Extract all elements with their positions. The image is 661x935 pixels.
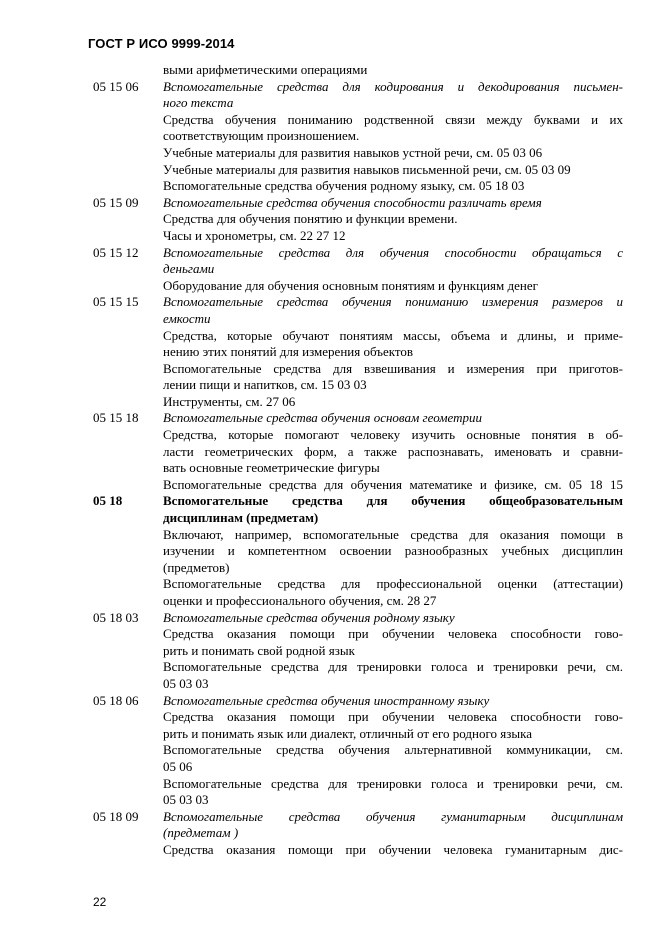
entry-text-line: Вспомогательные средства для кодирования и декодирования письмен- (163, 78, 623, 94)
entry-text-line: Вспомогательные средства для взвешивания и измерения при приготов- (163, 360, 623, 376)
classification-entry (93, 693, 623, 809)
entry-text-line: (предметам ) (163, 825, 239, 841)
entry-text-line: (предметов) (163, 559, 230, 575)
entry-text-line: Вспомогательные средства обучения альтернативной коммуникации, см. (163, 742, 623, 758)
entry-text-line: оценки и профессионального обучения, см. 28 27 (163, 593, 437, 608)
classification-entry (93, 294, 623, 410)
entry-text-line: 05 03 03 (163, 675, 209, 691)
entry-code: 05 18 03 (93, 609, 139, 625)
entry-text-line: Учебные материалы для развития навыков устной речи, см. 05 03 06 (163, 144, 543, 160)
entry-text-line: 05 06 (163, 758, 193, 774)
entry-text-line: дисциплинам (предметам) (163, 510, 319, 526)
entry-code: 05 15 12 (93, 244, 139, 260)
entry-body (163, 245, 623, 295)
entry-text-line: Средства оказания помощи при обучении человека гуманитарным дис- (163, 841, 623, 857)
entry-text-line: Вспомогательные средства для тренировки голоса и тренировки речи, см. (163, 659, 623, 675)
entry-text-line: Средства оказания помощи при обучении человека способности гово- (163, 709, 623, 725)
entry-body (163, 410, 623, 493)
entry-text-line: Вспомогательные средства обучения пониманию измерения размеров и (163, 294, 623, 310)
entry-code: 05 15 06 (93, 78, 139, 94)
entry-text-line: вать основные геометрические фигуры (163, 460, 380, 476)
entry-body (163, 610, 623, 693)
entry-body (163, 195, 623, 245)
entry-body (163, 62, 623, 79)
entry-text-line: соответствующим произношением. (163, 128, 360, 144)
entry-text-line: Вспомогательные средства для обучения общеобразовательным (163, 493, 623, 509)
entry-text-line: Вспомогательные средства обучения гуманитарным дисциплинам (163, 808, 623, 824)
entry-text-line: ласти геометрических форм, а также распознавать, именовать и сравни- (163, 443, 623, 459)
entry-body (163, 79, 623, 195)
entry-body (163, 809, 623, 859)
entry-text-line: Оборудование для обучения основным понятиям и функциям денег (163, 277, 538, 293)
page-number: 22 (93, 895, 107, 909)
entry-code: 05 15 18 (93, 410, 139, 426)
entry-code: 05 15 09 (93, 194, 139, 210)
entry-text-line: Вспомогательные средства обучения родному языку (163, 609, 455, 625)
entry-text-line: Средства для обучения понятию и функции времени. (163, 211, 458, 227)
entry-text-line: Средства, которые помогают человеку изучить основные понятия в об- (163, 427, 623, 443)
entry-text-line: Вспомогательные средства обучения иностранному языку (163, 692, 490, 708)
entry-text-line: Вспомогательные средства для обучения математике и физике, см. 05 18 15 (163, 476, 623, 492)
classification-entry (93, 245, 623, 295)
entry-text-line: Вспомогательные средства для обучения способности обращаться с (163, 244, 623, 260)
entry-text-line: Включают, например, вспомогательные средства для оказания помощи в (163, 526, 623, 542)
document-header: ГОСТ Р ИСО 9999-2014 (88, 36, 235, 51)
entry-body (163, 294, 623, 410)
entry-text-line: Часы и хронометры, см. 22 27 12 (163, 227, 346, 243)
entry-body (163, 493, 623, 609)
entry-text-line: Средства, которые обучают понятиям массы, объема и длины, и приме- (163, 327, 623, 343)
entry-text-line: деньгами (163, 261, 215, 277)
entry-text-line: рить и понимать язык или диалект, отличный от его родного языка (163, 725, 533, 741)
classification-list (93, 62, 623, 859)
entry-body (163, 693, 623, 809)
classification-entry (93, 610, 623, 693)
entry-text-line: лении пищи и напитков, см. 15 03 03 (163, 377, 367, 393)
classification-entry (93, 410, 623, 493)
entry-code: 05 18 (93, 493, 123, 509)
entry-text-line: Инструменты, см. 27 06 (163, 393, 296, 409)
classification-entry (93, 493, 623, 609)
entry-text-line: Средства обучения пониманию родственной связи между буквами и их (163, 111, 623, 127)
entry-code: 05 15 15 (93, 294, 139, 310)
entry-text-line: емкости (163, 310, 211, 326)
entry-text-line: рить и понимать свой родной язык (163, 642, 355, 658)
classification-entry (93, 62, 623, 79)
classification-entry (93, 809, 623, 859)
entry-text-line: 05 03 03 (163, 792, 209, 808)
entry-text-line: Вспомогательные средства для тренировки голоса и тренировки речи, см. (163, 775, 623, 791)
entry-text-line: Вспомогательные средства обучения способности различать время (163, 194, 542, 210)
entry-text-line: Средства оказания помощи при обучении человека способности гово- (163, 626, 623, 642)
entry-code: 05 18 06 (93, 692, 139, 708)
entry-text-line: Вспомогательные средства обучения основам геометрии (163, 410, 482, 426)
classification-entry (93, 195, 623, 245)
entry-text-line: Вспомогательные средства для профессиональной оценки (аттестации) (163, 576, 623, 592)
entry-text-line: ного текста (163, 95, 234, 111)
entry-code: 05 18 09 (93, 808, 139, 824)
classification-entry (93, 79, 623, 195)
entry-text-line: Учебные материалы для развития навыков письменной речи, см. 05 03 09 (163, 161, 571, 177)
entry-text-line: выми арифметическими операциями (163, 62, 368, 77)
entry-text-line: Вспомогательные средства обучения родному языку, см. 05 18 03 (163, 178, 525, 194)
entry-text-line: изучении и компетентном освоении разнообразных учебных дисциплин (163, 543, 623, 559)
entry-text-line: нению этих понятий для измерения объектов (163, 344, 414, 360)
